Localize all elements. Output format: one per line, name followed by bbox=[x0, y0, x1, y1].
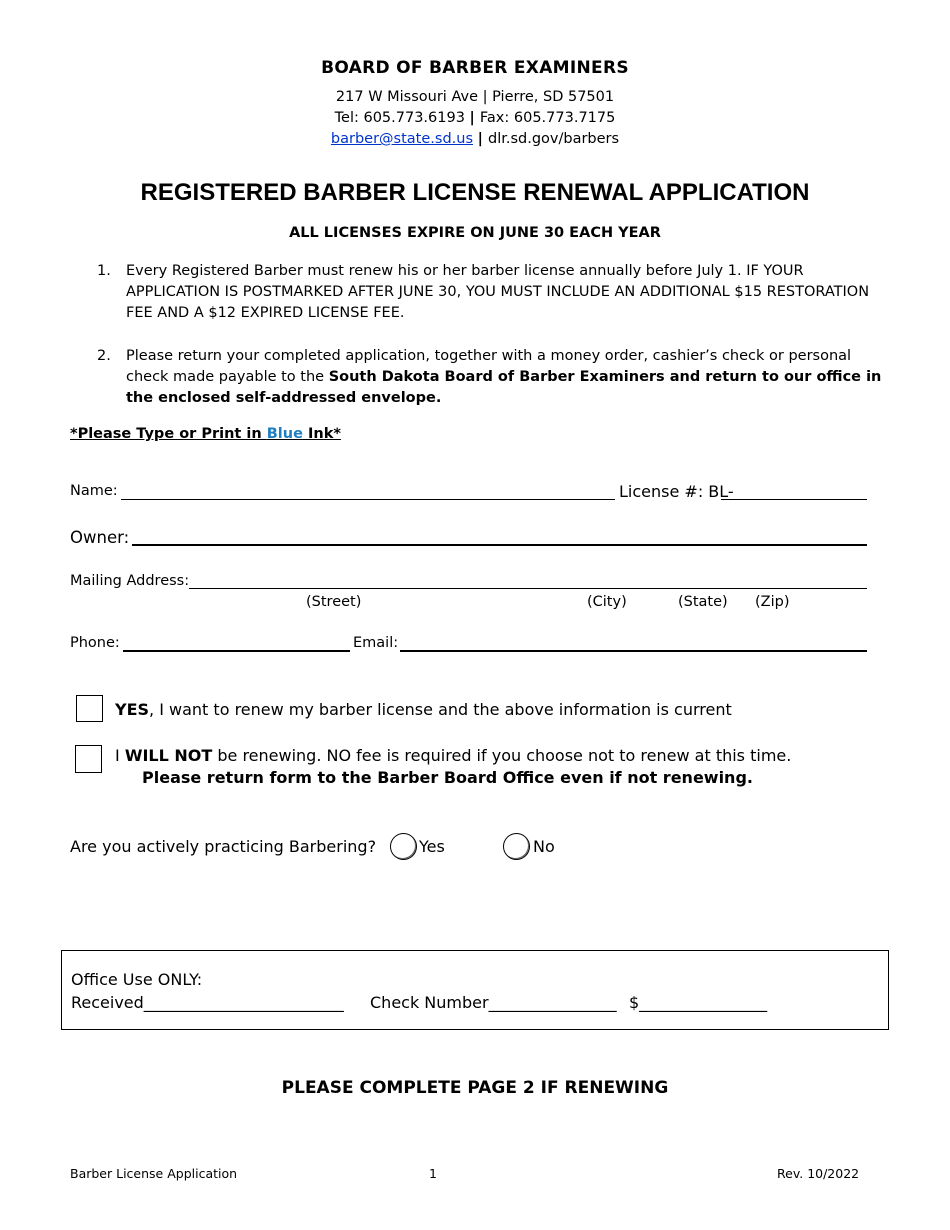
renew-yes-checkbox[interactable] bbox=[76, 695, 103, 722]
phone-label: Phone: bbox=[70, 635, 120, 651]
office-received-field: Received_________________________ bbox=[71, 993, 344, 1012]
office-use-box bbox=[61, 950, 889, 1030]
instruction-number: 1. bbox=[97, 263, 111, 279]
ink-prefix: *Please Type or Print in bbox=[70, 426, 267, 442]
org-website: dlr.sd.gov/barbers bbox=[487, 131, 620, 147]
instruction-text: Every Registered Barber must renew his or her barber license annually before July 1. IF YOUR APPLICATION IS POSTMARKED AFTER JUNE 30, YOU MUST INCLUDE AN ADDITIONAL $15 RESTORATION FEE AND A $12 EXPIRED LICENSE FEE. bbox=[126, 263, 870, 321]
instruction-text-bold: South Dakota Board of Barber Examiners and return to our office in the enclosed self-addressed envelope. bbox=[126, 369, 882, 406]
org-name: BOARD OF BARBER EXAMINERS bbox=[321, 58, 629, 78]
practicing-yes-radio[interactable] bbox=[390, 833, 417, 860]
instruction-text-plain: Please return your completed application, together with a money order, cashier’s check or personal check made payable to the bbox=[126, 348, 852, 385]
office-amount-field: $________________ bbox=[629, 993, 768, 1012]
org-contact: barber@state.sd.us | dlr.sd.gov/barbers bbox=[330, 131, 620, 147]
license-label: License #: BL- bbox=[619, 482, 734, 501]
org-address: 217 W Missouri Ave | Pierre, SD 57501 bbox=[335, 89, 615, 105]
org-fax: Fax: 605.773.7175 bbox=[479, 110, 616, 126]
renew-yes-text: , I want to renew my barber license and the above information is current bbox=[149, 700, 732, 719]
footer-form-name: Barber License Application bbox=[70, 1166, 238, 1181]
renew-no-label bbox=[115, 746, 791, 765]
renew-yes-label bbox=[115, 700, 732, 719]
mailing-address-field[interactable] bbox=[189, 588, 867, 589]
org-tel: Tel: 605.773.6193 bbox=[334, 110, 465, 126]
renew-no-bold: WILL NOT bbox=[124, 746, 213, 765]
owner-label: Owner: bbox=[70, 528, 130, 547]
zip-caption: (Zip) bbox=[755, 594, 790, 610]
renew-no-text: be renewing. NO fee is required if you choose not to renew at this time. bbox=[212, 746, 792, 765]
renew-no-prefix: I bbox=[115, 746, 125, 765]
owner-field[interactable] bbox=[132, 544, 867, 546]
license-number-field[interactable] bbox=[721, 499, 867, 500]
practicing-yes-label: Yes bbox=[419, 837, 445, 856]
practicing-no-label: No bbox=[533, 837, 555, 856]
email-field[interactable] bbox=[400, 650, 867, 652]
instruction-number: 2. bbox=[97, 348, 111, 364]
phone-field[interactable] bbox=[123, 650, 350, 652]
ink-suffix: Ink* bbox=[302, 426, 341, 442]
ink-blue-word: Blue bbox=[266, 426, 303, 442]
page2-note: PLEASE COMPLETE PAGE 2 IF RENEWING bbox=[281, 1078, 669, 1098]
name-label: Name: bbox=[70, 483, 118, 499]
expiry-note: ALL LICENSES EXPIRE ON JUNE 30 EACH YEAR bbox=[289, 225, 661, 241]
state-caption: (State) bbox=[678, 594, 728, 610]
renew-yes-bold: YES bbox=[115, 700, 150, 719]
office-check-number-field: Check Number________________ bbox=[370, 993, 617, 1012]
footer-revision: Rev. 10/2022 bbox=[777, 1166, 860, 1181]
page-title: REGISTERED BARBER LICENSE RENEWAL APPLICATION bbox=[140, 179, 810, 206]
ink-instruction bbox=[70, 426, 341, 442]
org-email-link[interactable]: barber@state.sd.us bbox=[330, 131, 474, 147]
footer-page-number: 1 bbox=[429, 1166, 437, 1181]
street-caption: (Street) bbox=[306, 594, 362, 610]
name-field[interactable] bbox=[121, 499, 615, 500]
instruction-text bbox=[126, 346, 886, 409]
practicing-no-radio[interactable] bbox=[503, 833, 530, 860]
practicing-question: Are you actively practicing Barbering? bbox=[70, 837, 377, 856]
city-caption: (City) bbox=[587, 594, 627, 610]
office-use-title: Office Use ONLY: bbox=[71, 970, 203, 989]
renew-no-checkbox[interactable] bbox=[75, 745, 102, 773]
email-label: Email: bbox=[353, 635, 399, 651]
mailing-address-label: Mailing Address: bbox=[70, 573, 190, 589]
org-phone-fax: Tel: 605.773.6193 | Fax: 605.773.7175 bbox=[334, 110, 616, 126]
renew-no-note: Please return form to the Barber Board Office even if not renewing. bbox=[142, 768, 753, 787]
